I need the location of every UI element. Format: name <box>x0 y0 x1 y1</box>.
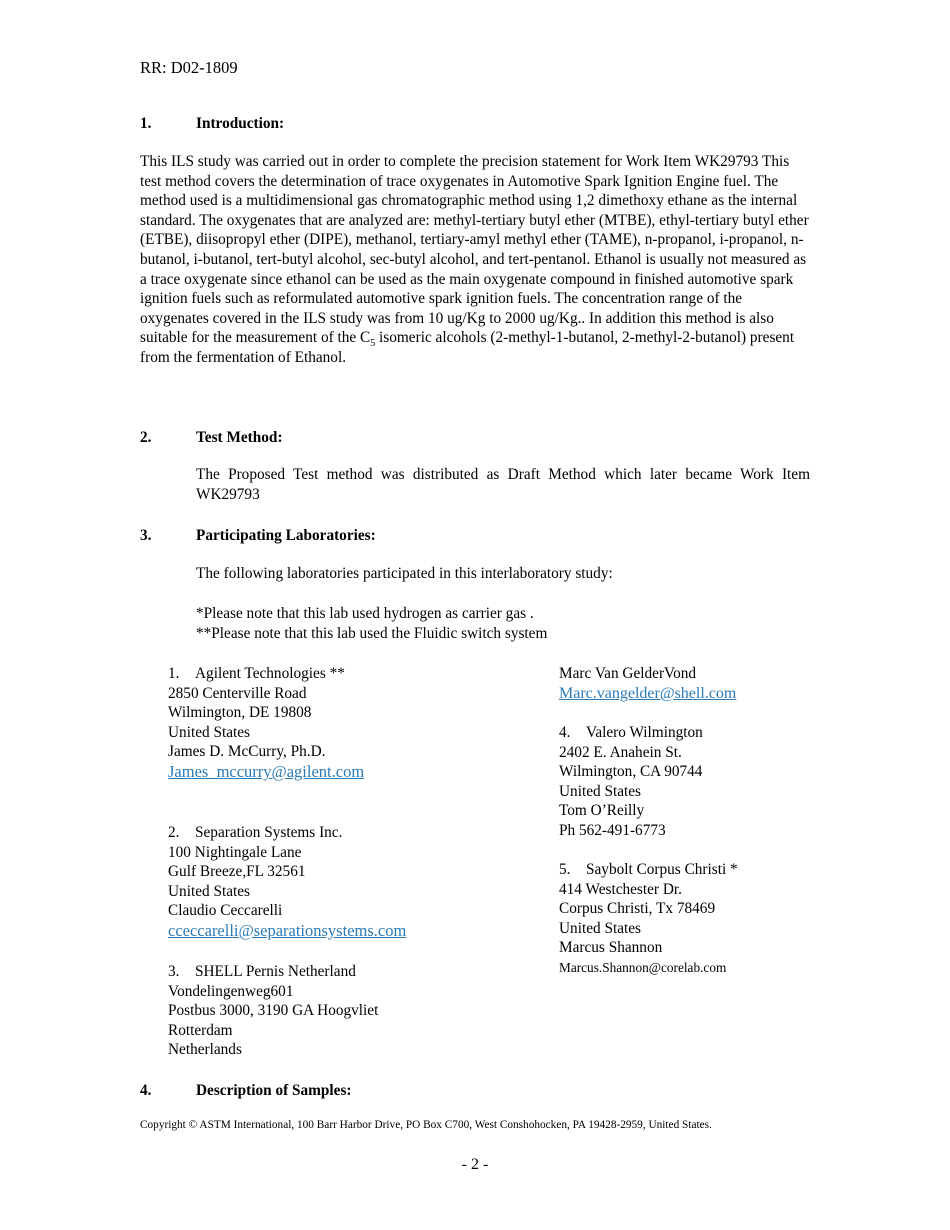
lab-entry-separation-systems <box>168 823 528 941</box>
lab-number: 5. <box>559 861 571 878</box>
labs-intro-text: The following laboratories participated in this interlaboratory study: <box>196 565 613 582</box>
lab-country: United States <box>559 919 641 937</box>
introduction-paragraph <box>140 152 812 368</box>
section-2-title: Test Method: <box>196 429 283 446</box>
hydrogen-carrier-note: *Please note that this lab used hydrogen as carrier gas . <box>196 605 534 622</box>
lab-address-line2: Corpus Christi, Tx 78469 <box>559 900 716 918</box>
lab-entry-shell <box>168 962 528 1060</box>
lab-name: Separation Systems Inc. <box>195 824 343 841</box>
lab-contact: James D. McCurry, Ph.D. <box>168 743 326 761</box>
lab-title <box>559 723 919 743</box>
fluidic-switch-note: **Please note that this lab used the Fluidic switch system <box>196 625 548 642</box>
copyright-notice: Copyright © ASTM International, 100 Barr Harbor Drive, PO Box C700, West Conshohocken, PA 19428-2959, United States. <box>140 1119 712 1131</box>
lab-address-line1: 414 Westchester Dr. <box>559 880 682 898</box>
lab-number: 4. <box>559 724 571 741</box>
lab-name: SHELL Pernis Netherland <box>195 963 356 980</box>
lab-entry-valero <box>559 723 919 841</box>
lab-address-line2: Postbus 3000, 3190 GA Hoogvliet <box>168 1002 379 1020</box>
lab-title <box>168 962 528 982</box>
lab-address-line1: 100 Nightingale Lane <box>168 843 302 861</box>
section-4-number: 4. <box>140 1082 152 1099</box>
lab-city: Rotterdam <box>168 1021 233 1039</box>
test-method-paragraph: The Proposed Test method was distributed as Draft Method which later became Work Item WK29793 <box>196 466 810 503</box>
lab-entry-agilent <box>168 664 528 782</box>
lab-title <box>168 823 528 843</box>
lab-name: Valero Wilmington <box>586 724 703 741</box>
section-3-title: Participating Laboratories: <box>196 527 376 544</box>
lab-entry-shell-continued <box>559 664 919 703</box>
lab-country: Netherlands <box>168 1041 242 1059</box>
intro-text-part2: isomeric alcohols (2-methyl-1-butanol, 2-methyl-2-butanol) present from the fermentation of Ethanol. <box>140 329 795 366</box>
lab-address-line2: Wilmington, DE 19808 <box>168 704 312 722</box>
page-number: - 2 - <box>461 1156 489 1173</box>
document-reference: RR: D02-1809 <box>140 58 238 77</box>
lab-title <box>168 664 528 684</box>
lab-contact: Tom O’Reilly <box>559 802 645 820</box>
lab-email-link[interactable]: Marc.vangelder@shell.com <box>559 684 737 702</box>
lab-email-link[interactable]: cceccarelli@separationsystems.com <box>168 920 407 940</box>
lab-address-line2: Gulf Breeze,FL 32561 <box>168 863 306 881</box>
lab-number: 2. <box>168 824 180 841</box>
lab-contact: Claudio Ceccarelli <box>168 902 283 920</box>
lab-country: United States <box>168 723 250 741</box>
section-1-title: Introduction: <box>196 115 285 132</box>
lab-email-link[interactable]: James_mccurry@agilent.com <box>168 761 365 781</box>
lab-number: 1. <box>168 665 180 682</box>
lab-address-line1: Vondelingenweg601 <box>168 982 294 1000</box>
lab-title <box>559 860 919 880</box>
section-3-number: 3. <box>140 527 152 544</box>
lab-entry-saybolt <box>559 860 919 978</box>
lab-country: United States <box>559 782 641 800</box>
section-1-number: 1. <box>140 115 152 132</box>
intro-subscript: 5 <box>370 338 376 350</box>
lab-contact: Marcus Shannon <box>559 939 663 957</box>
lab-email: Marcus.Shannon@corelab.com <box>559 959 727 975</box>
lab-phone: Ph 562-491-6773 <box>559 821 666 839</box>
lab-address-line1: 2402 E. Anahein St. <box>559 743 682 761</box>
lab-name: Agilent Technologies ** <box>195 665 345 682</box>
section-2-number: 2. <box>140 429 152 446</box>
lab-number: 3. <box>168 963 180 980</box>
intro-text-part1: This ILS study was carried out in order to complete the precision statement for Work Item WK29793 This test method covers the determination of trace oxygenates in Automotive Spark Ignition Engine fuel. The method used is a multidimensional gas chromatographic method using 1,2 dimethoxy ethane as the internal standard. The oxygenates that are analyzed are: methyl-tertiary butyl ether (MTBE), ethyl-tertiary butyl ether (ETBE), diisopropyl ether (DIPE), methanol, tertiary-amyl methyl ether (TAME), n-propanol, i-propanol, n-butanol, i-butanol, tert-butyl alcohol, sec-butyl alcohol, and tert-pentanol. Ethanol is usually not measured as a trace oxygenate since ethanol can be used as the main oxygenate compound in finished automotive spark ignition fuels such as reformulated automotive spark ignition fuels. The concentration range of the oxygenates covered in the ILS study was from 10 ug/Kg to 2000 ug/Kg.. In addition this method is also suitable for the measurement of the C <box>140 153 809 347</box>
lab-address-line2: Wilmington, CA 90744 <box>559 763 703 781</box>
lab-address-line1: 2850 Centerville Road <box>168 684 307 702</box>
lab-country: United States <box>168 882 250 900</box>
lab-contact: Marc Van GelderVond <box>559 665 697 682</box>
lab-name: Saybolt Corpus Christi * <box>586 861 738 878</box>
section-4-title: Description of Samples: <box>196 1082 352 1099</box>
